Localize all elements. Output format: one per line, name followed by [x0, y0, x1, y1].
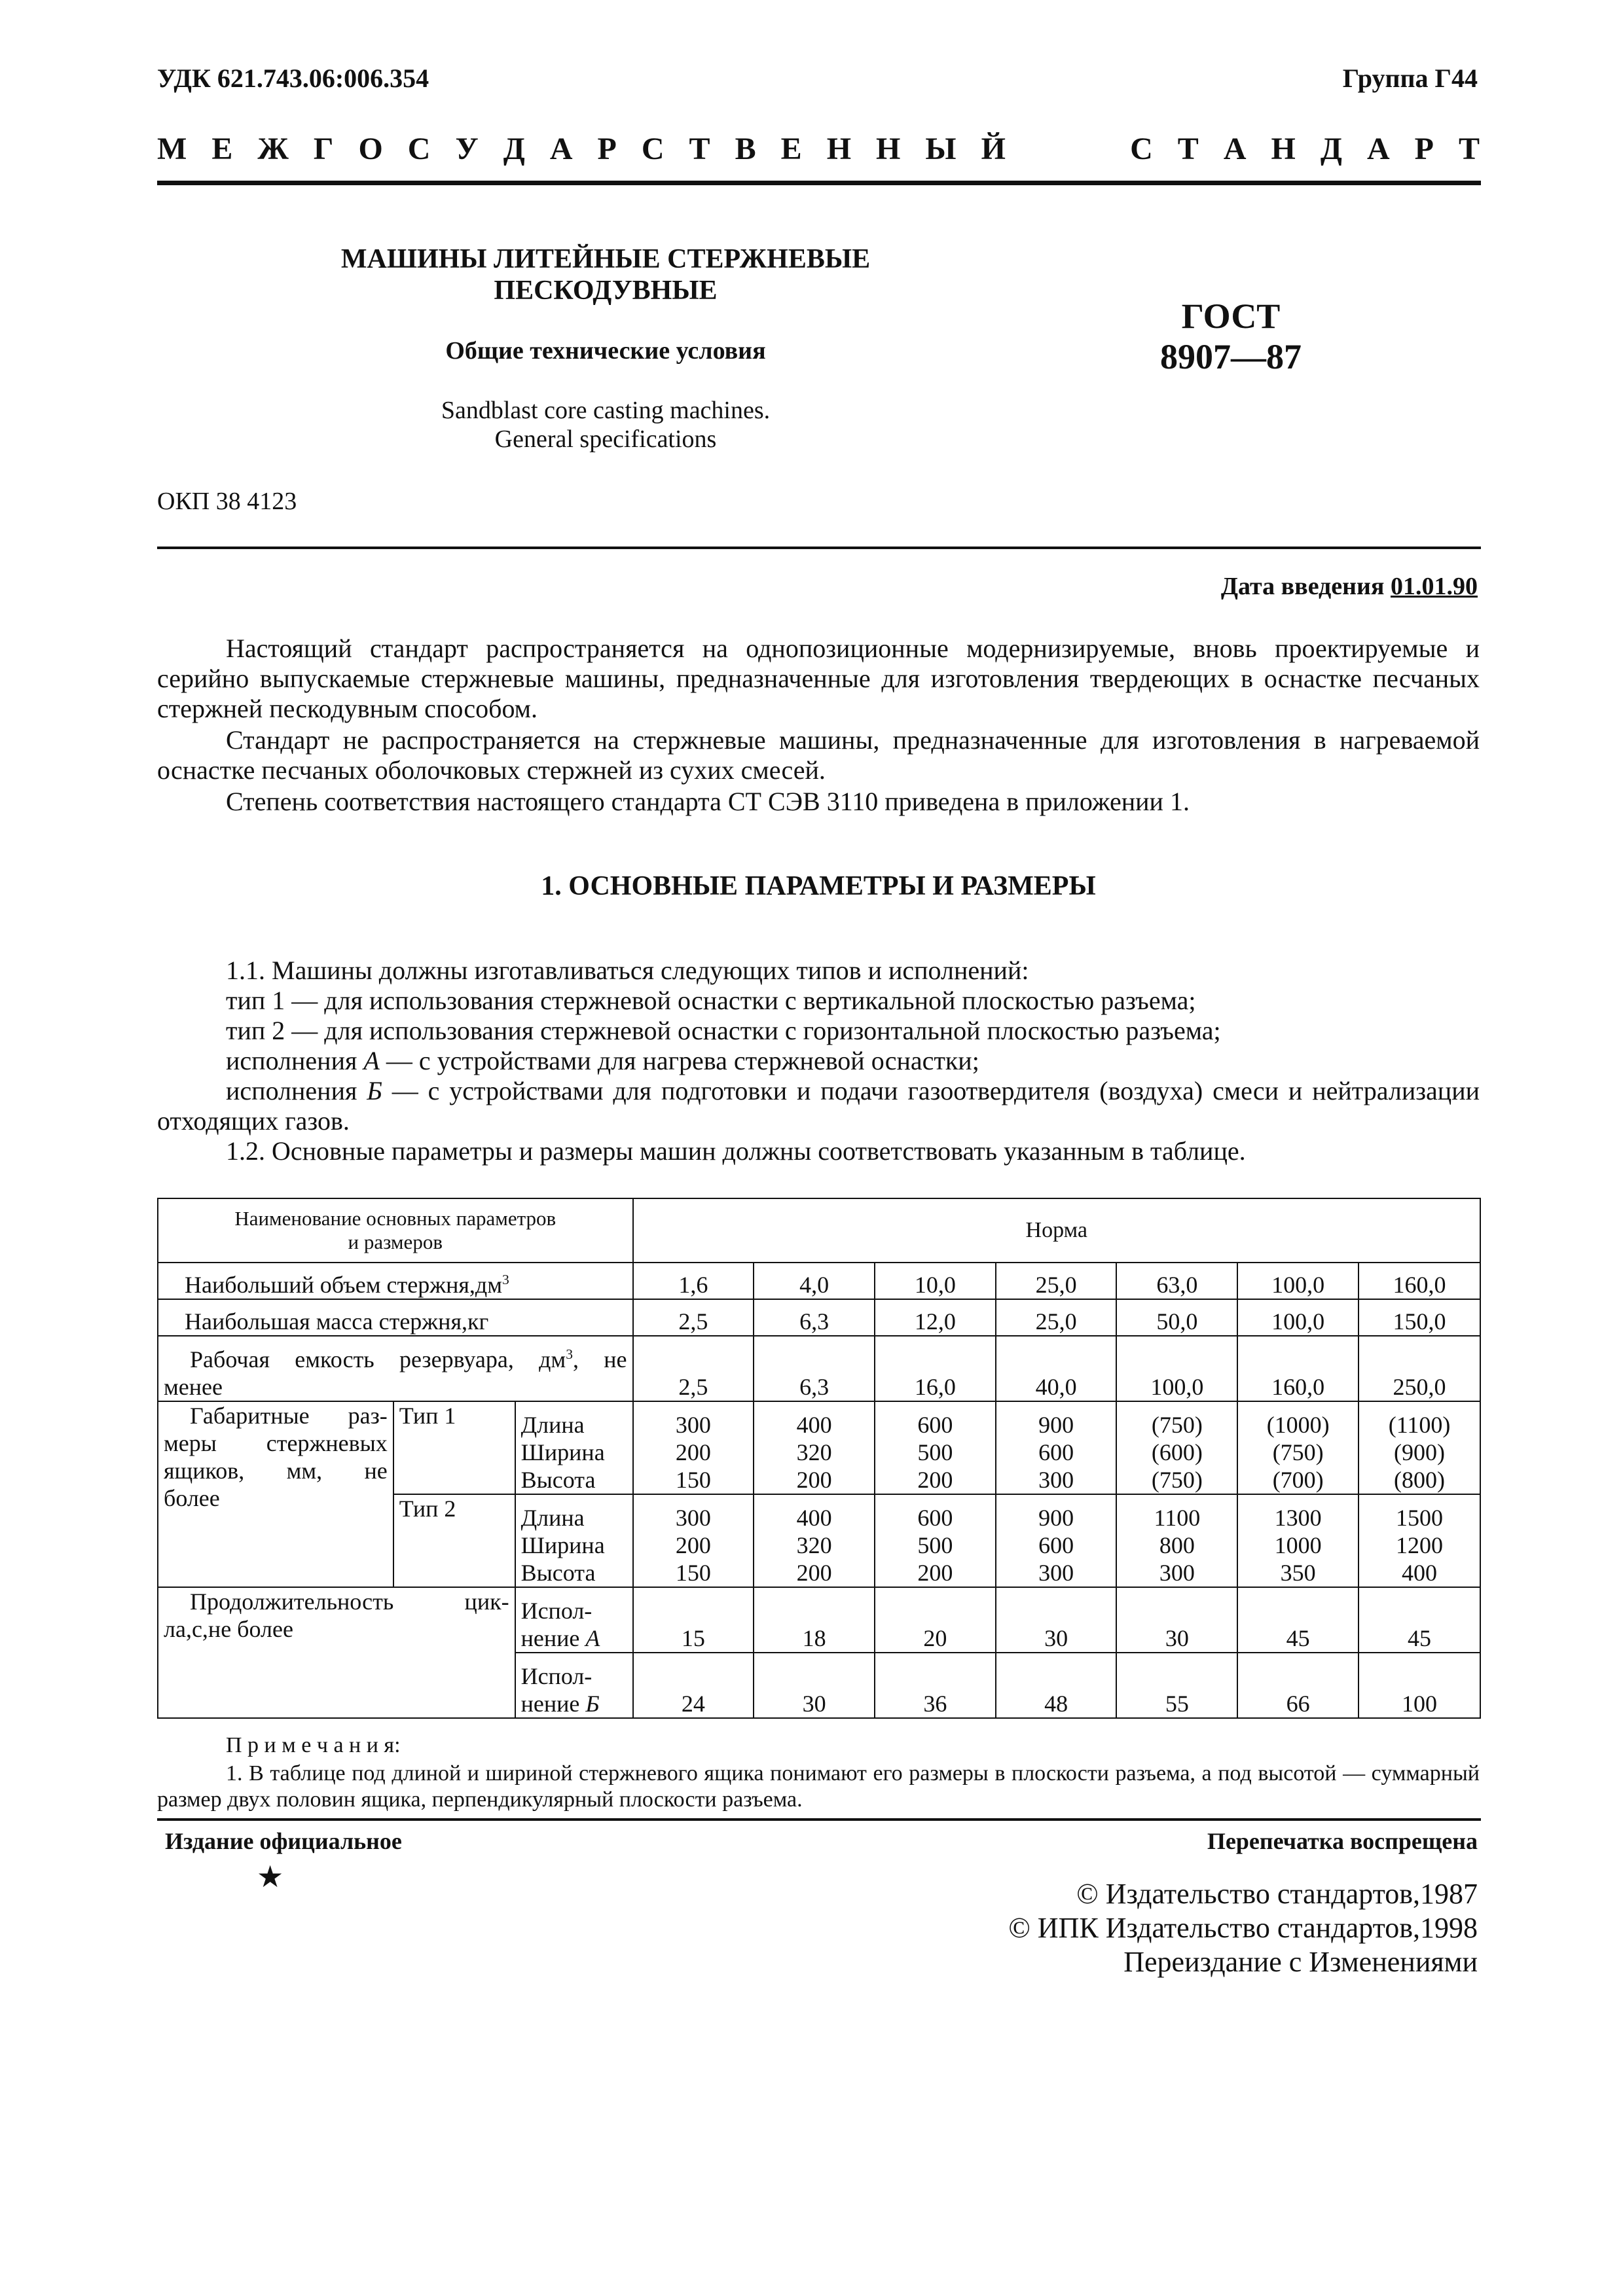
cycle-a-value: 15	[633, 1587, 754, 1653]
cycle-b-value: 66	[1237, 1653, 1359, 1718]
clause-1-1: 1.1. Машины должны изготавливаться следующих типов и исполнений:	[226, 956, 1029, 985]
intro-date	[1221, 572, 1478, 601]
type1-dims	[1359, 1401, 1480, 1494]
dim-value: (900)	[1394, 1439, 1446, 1465]
type1-dims	[1237, 1401, 1359, 1494]
type1-dims	[875, 1401, 996, 1494]
dim-value: (1000)	[1266, 1412, 1330, 1438]
cycle-a-value: 30	[996, 1587, 1117, 1653]
exec-b-letter: Б	[585, 1691, 600, 1717]
header-norm-cell: Норма	[633, 1198, 1481, 1263]
volume-value: 4,0	[754, 1263, 875, 1299]
cycle-a-value: 20	[875, 1587, 996, 1653]
english-title-line2: General specifications	[494, 425, 717, 453]
header-rule	[157, 181, 1481, 185]
execution-a-letter: А	[363, 1046, 380, 1075]
dim-name-length: Длина	[520, 1412, 585, 1438]
cycle-a-value: 45	[1237, 1587, 1359, 1653]
doc-title	[275, 243, 936, 306]
dim-value: 350	[1280, 1560, 1316, 1586]
dim-value: 320	[796, 1439, 832, 1465]
reprint-prohibited: Перепечатка воспрещена	[1207, 1828, 1478, 1854]
capacity-value: 250,0	[1359, 1336, 1480, 1401]
gost-designation	[1113, 296, 1349, 377]
dim-value: 1300	[1274, 1505, 1322, 1531]
capacity-value: 40,0	[996, 1336, 1117, 1401]
dim-value: 150	[675, 1560, 711, 1586]
volume-value: 100,0	[1237, 1263, 1359, 1299]
header-parameters-line1: Наименование основных параметров	[234, 1207, 556, 1230]
mass-value: 50,0	[1116, 1299, 1237, 1336]
dim-value: 400	[796, 1505, 832, 1531]
dim-name-width: Ширина	[520, 1439, 605, 1465]
doc-subtitle: Общие технические условия	[445, 337, 766, 365]
copyright-1998: © ИПК Издательство стандартов,1998	[1008, 1912, 1478, 1944]
type2-dims	[996, 1494, 1117, 1587]
dim-name-length: Длина	[520, 1505, 585, 1531]
notes-heading: П р и м е ч а н и я:	[226, 1733, 401, 1757]
dim-name-height: Высота	[520, 1560, 596, 1586]
dim-value: 200	[917, 1560, 953, 1586]
type1-dims	[1116, 1401, 1237, 1494]
dim-value: 1500	[1396, 1505, 1444, 1531]
type1-dim-names	[515, 1401, 633, 1494]
dimensions-label-line3: ящиков, мм, не	[164, 1458, 388, 1484]
note-1: 1. В таблице под длиной и шириной стержневого ящика понимают его размеры в плоскости разъема, а под высотой — суммарный размер двух половин ящика, перпендикулярный плоскости разъема.	[157, 1761, 1480, 1812]
type2-dims	[633, 1494, 754, 1587]
english-title	[275, 396, 936, 454]
mass-value: 150,0	[1359, 1299, 1480, 1336]
exec-a-label-line1: Испол-	[520, 1598, 593, 1624]
volume-value: 160,0	[1359, 1263, 1480, 1299]
exec-a-label	[515, 1587, 633, 1653]
capacity-label-suffix: , не	[573, 1346, 627, 1372]
volume-label	[158, 1263, 633, 1299]
type1-dims	[754, 1401, 875, 1494]
group-code: Группа Г44	[1342, 63, 1478, 93]
intro-date-label: Дата введения	[1220, 573, 1391, 600]
type2-dim-names	[515, 1494, 633, 1587]
exec-a-label-line2: нение	[520, 1625, 586, 1651]
mass-label: Наибольшая масса стержня,кг	[158, 1299, 633, 1336]
table-row-mass	[158, 1299, 1480, 1336]
capacity-label	[158, 1336, 633, 1401]
type1-dims	[633, 1401, 754, 1494]
cycle-b-value: 24	[633, 1653, 754, 1718]
execution-a-text: — с устройствами для нагрева стержневой оснастки;	[379, 1046, 979, 1075]
dim-value: 500	[917, 1439, 953, 1465]
intro-paragraph-3: Степень соответствия настоящего стандарта СТ СЭВ 3110 приведена в приложении 1.	[226, 787, 1190, 816]
dim-value: 1100	[1154, 1505, 1201, 1531]
intro-paragraph-2: Стандарт не распространяется на стержневые машины, предназначенные для изготовления в нагреваемой оснастке песчаных оболочковых стержней из сухих смесей.	[157, 725, 1480, 785]
standard-banner: М Е Ж Г О С У Д А Р С Т В Е Н Н Ы Й С Т А Н Д А Р Т	[157, 132, 1480, 166]
volume-value: 10,0	[875, 1263, 996, 1299]
star-icon: ★	[257, 1860, 284, 1893]
volume-label-text: Наибольший объем стержня,дм	[185, 1272, 502, 1298]
dim-value: (750)	[1151, 1467, 1203, 1493]
dim-value: 300	[1159, 1560, 1195, 1586]
exec-b-label-line1: Испол-	[520, 1663, 593, 1689]
dim-value: (800)	[1394, 1467, 1446, 1493]
type1-label: Тип 1	[393, 1401, 515, 1494]
execution-b-description	[157, 1076, 1480, 1136]
cycle-a-value: 45	[1359, 1587, 1480, 1653]
dimensions-label	[158, 1401, 393, 1587]
copyright-1987: © Издательство стандартов,1987	[1076, 1878, 1478, 1910]
execution-b-letter: Б	[367, 1076, 382, 1105]
dim-value: 300	[1038, 1467, 1074, 1493]
okp-code: ОКП 38 4123	[157, 488, 297, 515]
dim-value: 200	[796, 1467, 832, 1493]
cycle-label-line1: Продолжительность цик-	[190, 1588, 509, 1615]
gost-number: 8907—87	[1160, 337, 1302, 376]
dim-value: 1200	[1396, 1532, 1444, 1558]
dim-value: (750)	[1272, 1439, 1324, 1465]
type2-dims	[1116, 1494, 1237, 1587]
capacity-label-line2: менее	[164, 1374, 223, 1400]
dim-value: 150	[675, 1467, 711, 1493]
exec-b-label	[515, 1653, 633, 1718]
dim-value: 400	[796, 1412, 832, 1438]
dim-value: 600	[1038, 1532, 1074, 1558]
dim-value: 900	[1038, 1505, 1074, 1531]
execution-a-prefix: исполнения	[226, 1046, 364, 1075]
english-title-line1: Sandblast core casting machines.	[441, 397, 771, 424]
table-row-cycle-a	[158, 1587, 1480, 1653]
dim-value: 200	[917, 1467, 953, 1493]
clause-1-2: 1.2. Основные параметры и размеры машин должны соответствовать указанным в таблице.	[226, 1136, 1246, 1166]
dim-name-height: Высота	[520, 1467, 596, 1493]
dim-value: 320	[796, 1532, 832, 1558]
footer-rule	[157, 1818, 1481, 1821]
cycle-b-value: 55	[1116, 1653, 1237, 1718]
udk-code: УДК 621.743.06:006.354	[157, 63, 429, 93]
gost-label: ГОСТ	[1181, 296, 1281, 336]
mass-value: 2,5	[633, 1299, 754, 1336]
header-parameters-line2: и размеров	[348, 1230, 443, 1253]
reissue-note: Переиздание с Изменениями	[1123, 1946, 1478, 1978]
cycle-label	[158, 1587, 515, 1718]
dim-value: 1000	[1274, 1532, 1322, 1558]
dim-value: (700)	[1272, 1467, 1324, 1493]
type2-dims	[754, 1494, 875, 1587]
volume-value: 1,6	[633, 1263, 754, 1299]
cycle-b-value: 48	[996, 1653, 1117, 1718]
type2-dims	[1237, 1494, 1359, 1587]
dim-value: 400	[1402, 1560, 1438, 1586]
dim-value: (750)	[1151, 1412, 1203, 1438]
header-parameters-cell	[158, 1198, 633, 1263]
mass-value: 100,0	[1237, 1299, 1359, 1336]
dim-value: 300	[1038, 1560, 1074, 1586]
title-rule	[157, 547, 1481, 549]
capacity-value: 2,5	[633, 1336, 754, 1401]
table-header-row	[158, 1198, 1480, 1263]
official-edition: Издание официальное	[165, 1828, 402, 1854]
intro-date-value: 01.01.90	[1391, 573, 1478, 600]
cycle-b-value: 30	[754, 1653, 875, 1718]
doc-title-line2: ПЕСКОДУВНЫЕ	[494, 276, 718, 306]
dim-value: 600	[917, 1505, 953, 1531]
parameters-table	[157, 1198, 1481, 1719]
capacity-label-sup: 3	[566, 1346, 573, 1362]
dimensions-label-line2: меры стержневых	[164, 1430, 388, 1456]
type2-dims	[1359, 1494, 1480, 1587]
dim-value: 900	[1038, 1412, 1074, 1438]
dimensions-label-line1: Габаритные раз-	[190, 1403, 388, 1429]
dim-value: 200	[796, 1560, 832, 1586]
volume-value: 25,0	[996, 1263, 1117, 1299]
execution-b-prefix: исполнения	[226, 1076, 367, 1105]
dim-value: (1100)	[1388, 1412, 1451, 1438]
dimensions-label-line4: более	[164, 1485, 220, 1511]
type2-dims	[875, 1494, 996, 1587]
doc-title-line1: МАШИНЫ ЛИТЕЙНЫЕ СТЕРЖНЕВЫЕ	[340, 244, 871, 274]
exec-a-letter: А	[585, 1625, 600, 1651]
copyright-block	[1008, 1877, 1478, 1979]
dim-value: 300	[675, 1412, 711, 1438]
intro-paragraph-1: Настоящий стандарт распространяется на однопозиционные модернизируемые, вновь проектируемые и серийно выпускаемые стержневые машины, предназначенные для изготовления твердеющих в оснастке песчаных стержней пескодувным способом.	[157, 634, 1480, 723]
type-2-description: тип 2 — для использования стержневой оснастки с горизонтальной плоскостью разъема;	[226, 1016, 1221, 1045]
mass-value: 25,0	[996, 1299, 1117, 1336]
section-1-title: 1. ОСНОВНЫЕ ПАРАМЕТРЫ И РАЗМЕРЫ	[541, 871, 1096, 901]
dim-value: 200	[675, 1439, 711, 1465]
table-row-volume	[158, 1263, 1480, 1299]
volume-label-sup: 3	[502, 1272, 509, 1287]
dim-value: (600)	[1151, 1439, 1203, 1465]
volume-value: 63,0	[1116, 1263, 1237, 1299]
mass-value: 12,0	[875, 1299, 996, 1336]
table-row-type1-dimensions	[158, 1401, 1480, 1494]
dim-value: 600	[1038, 1439, 1074, 1465]
dim-value: 500	[917, 1532, 953, 1558]
cycle-b-value: 100	[1359, 1653, 1480, 1718]
table-row-capacity	[158, 1336, 1480, 1401]
capacity-value: 160,0	[1237, 1336, 1359, 1401]
dim-name-width: Ширина	[520, 1532, 605, 1558]
exec-b-label-line2: нение	[520, 1691, 586, 1717]
cycle-a-value: 30	[1116, 1587, 1237, 1653]
type-1-description: тип 1 — для использования стержневой оснастки с вертикальной плоскостью разъема;	[226, 986, 1196, 1015]
execution-a-description	[157, 1046, 1480, 1076]
capacity-value: 6,3	[754, 1336, 875, 1401]
dim-value: 200	[675, 1532, 711, 1558]
mass-value: 6,3	[754, 1299, 875, 1336]
capacity-label-text: Рабочая емкость резервуара, дм	[190, 1346, 566, 1372]
cycle-a-value: 18	[754, 1587, 875, 1653]
dim-value: 300	[675, 1505, 711, 1531]
cycle-b-value: 36	[875, 1653, 996, 1718]
capacity-value: 100,0	[1116, 1336, 1237, 1401]
capacity-value: 16,0	[875, 1336, 996, 1401]
type2-label: Тип 2	[393, 1494, 515, 1587]
dim-value: 600	[917, 1412, 953, 1438]
type1-dims	[996, 1401, 1117, 1494]
cycle-label-line2: ла,с,не более	[164, 1616, 293, 1642]
execution-b-text: — с устройствами для подготовки и подачи газоотвердителя (воздуха) смеси и нейтрализации отходящих газов.	[157, 1076, 1480, 1136]
dim-value: 800	[1159, 1532, 1195, 1558]
